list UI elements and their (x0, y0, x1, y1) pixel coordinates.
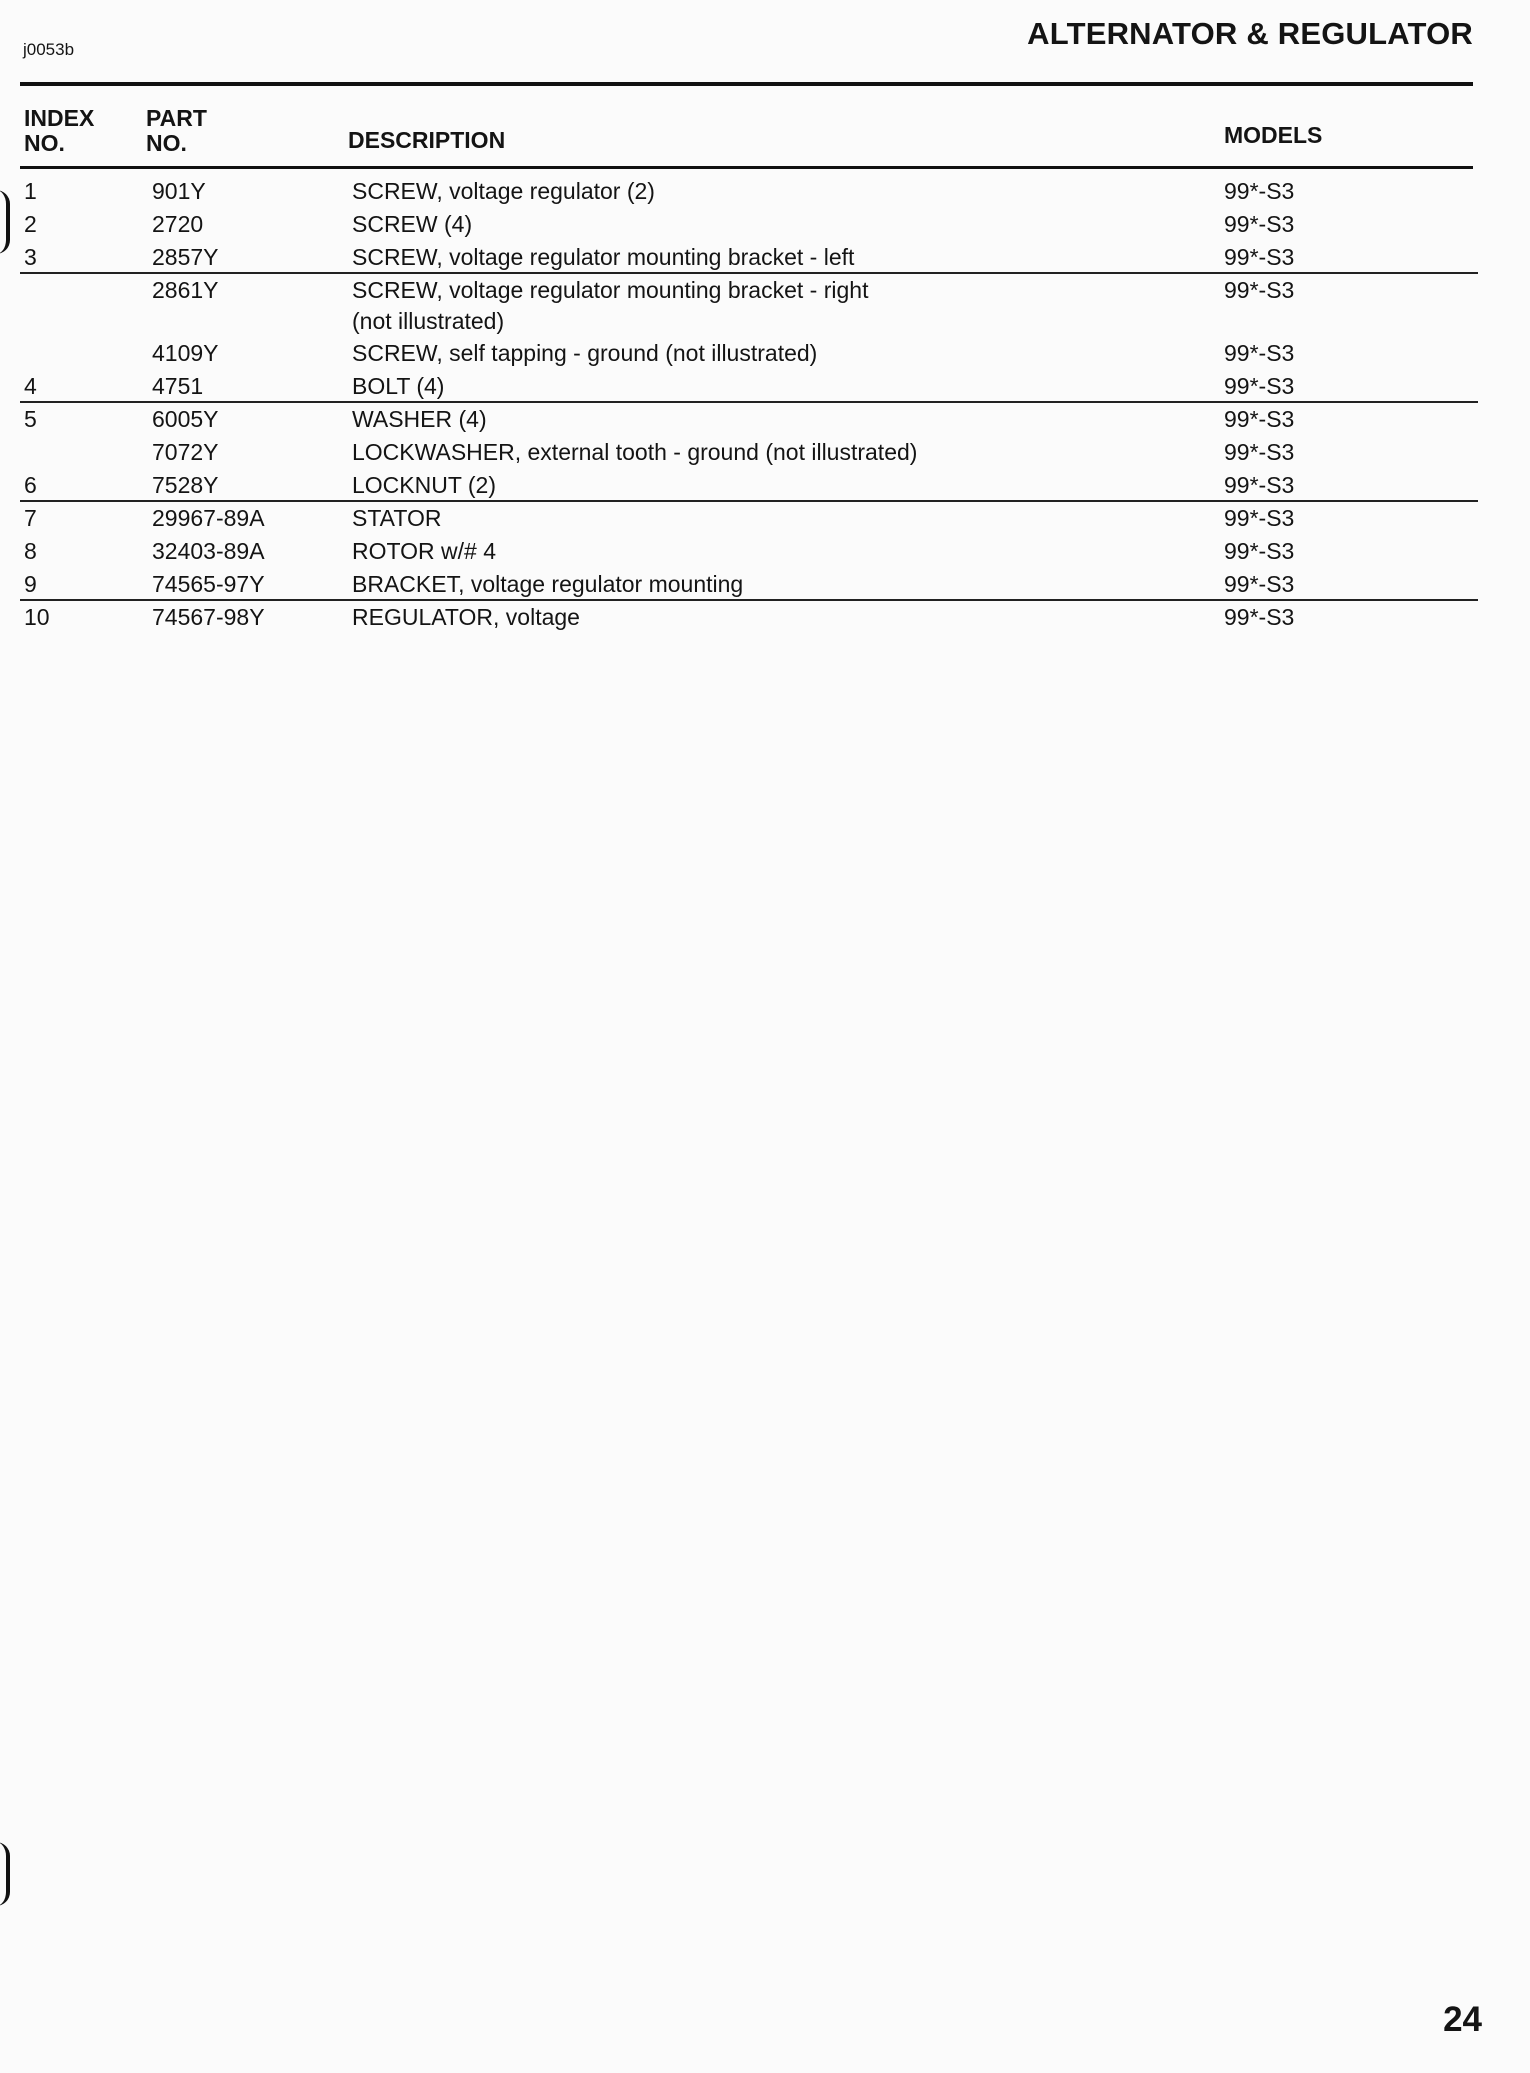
header-rule (20, 166, 1473, 169)
table-row (0, 569, 1530, 602)
part-cell: 2720 (152, 211, 204, 237)
part-cell: 74567-98Y (152, 604, 265, 630)
index-cell: 9 (24, 571, 37, 597)
index-cell: 10 (24, 604, 50, 630)
table-row (0, 536, 1530, 569)
description-cell: STATOR (352, 505, 442, 531)
part-cell: 74565-97Y (152, 571, 265, 597)
description-cell: BRACKET, voltage regulator mounting (352, 571, 744, 597)
description-cell: LOCKNUT (2) (352, 472, 496, 498)
index-cell: 5 (24, 406, 37, 432)
table-row (0, 176, 1530, 209)
page-code: j0053b (23, 40, 75, 59)
description-line1: SCREW, voltage regulator mounting bracket - right (352, 277, 869, 303)
part-cell: 7072Y (152, 439, 219, 465)
models-cell: 99*-S3 (1224, 340, 1295, 366)
part-cell: 4751 (152, 373, 204, 399)
column-header-index (24, 106, 94, 156)
column-header-part (146, 106, 207, 156)
parts-table (0, 176, 1530, 635)
index-cell: 3 (24, 244, 37, 270)
models-cell: 99*-S3 (1224, 373, 1295, 399)
part-cell: 29967-89A (152, 505, 265, 531)
column-header-part-line2: NO. (146, 130, 187, 156)
models-cell: 99*-S3 (1224, 571, 1295, 597)
models-cell: 99*-S3 (1224, 472, 1295, 498)
description-cell: REGULATOR, voltage (352, 604, 580, 630)
models-cell: 99*-S3 (1224, 277, 1295, 303)
description-cell: BOLT (4) (352, 373, 445, 399)
column-header-index-line1: INDEX (24, 105, 95, 131)
description-cell: ROTOR w/# 4 (352, 538, 496, 564)
table-row (0, 338, 1530, 371)
part-cell: 7528Y (152, 472, 219, 498)
part-cell: 901Y (152, 178, 206, 204)
table-row (0, 602, 1530, 635)
table-row (0, 371, 1530, 404)
models-cell: 99*-S3 (1224, 439, 1295, 465)
description-cell: LOCKWASHER, external tooth - ground (not illustrated) (352, 439, 918, 465)
index-cell: 4 (24, 373, 37, 399)
binder-hole-mark (0, 190, 10, 254)
table-row (0, 209, 1530, 242)
description-cell: SCREW (4) (352, 211, 473, 237)
part-cell: 2861Y (152, 277, 219, 303)
part-cell: 32403-89A (152, 538, 265, 564)
table-row (0, 242, 1530, 275)
column-header-models: MODELS (1224, 122, 1323, 148)
description-line2: (not illustrated) (352, 308, 505, 334)
table-row (0, 470, 1530, 503)
index-cell: 6 (24, 472, 37, 498)
table-row (0, 275, 1530, 338)
models-cell: 99*-S3 (1224, 538, 1295, 564)
table-row (0, 404, 1530, 437)
binder-hole-mark (0, 1842, 10, 1906)
description-cell: SCREW, self tapping - ground (not illustrated) (352, 340, 818, 366)
index-cell: 8 (24, 538, 37, 564)
top-rule (20, 82, 1473, 86)
description-cell: SCREW, voltage regulator mounting bracket - left (352, 244, 855, 270)
part-cell: 2857Y (152, 244, 219, 270)
page-number: 24 (1443, 2000, 1482, 2039)
part-cell: 4109Y (152, 340, 219, 366)
description-cell: SCREW, voltage regulator (2) (352, 178, 655, 204)
description-cell (352, 275, 868, 337)
column-header-description: DESCRIPTION (348, 127, 506, 153)
models-cell: 99*-S3 (1224, 505, 1295, 531)
models-cell: 99*-S3 (1224, 604, 1295, 630)
index-cell: 1 (24, 178, 37, 204)
table-row (0, 503, 1530, 536)
models-cell: 99*-S3 (1224, 406, 1295, 432)
models-cell: 99*-S3 (1224, 211, 1295, 237)
index-cell: 2 (24, 211, 37, 237)
models-cell: 99*-S3 (1224, 178, 1295, 204)
column-header-part-line1: PART (146, 105, 207, 131)
part-cell: 6005Y (152, 406, 219, 432)
index-cell: 7 (24, 505, 37, 531)
models-cell: 99*-S3 (1224, 244, 1295, 270)
table-row (0, 437, 1530, 470)
description-cell: WASHER (4) (352, 406, 487, 432)
column-header-index-line2: NO. (24, 130, 65, 156)
page-title: ALTERNATOR & REGULATOR (1027, 16, 1473, 51)
